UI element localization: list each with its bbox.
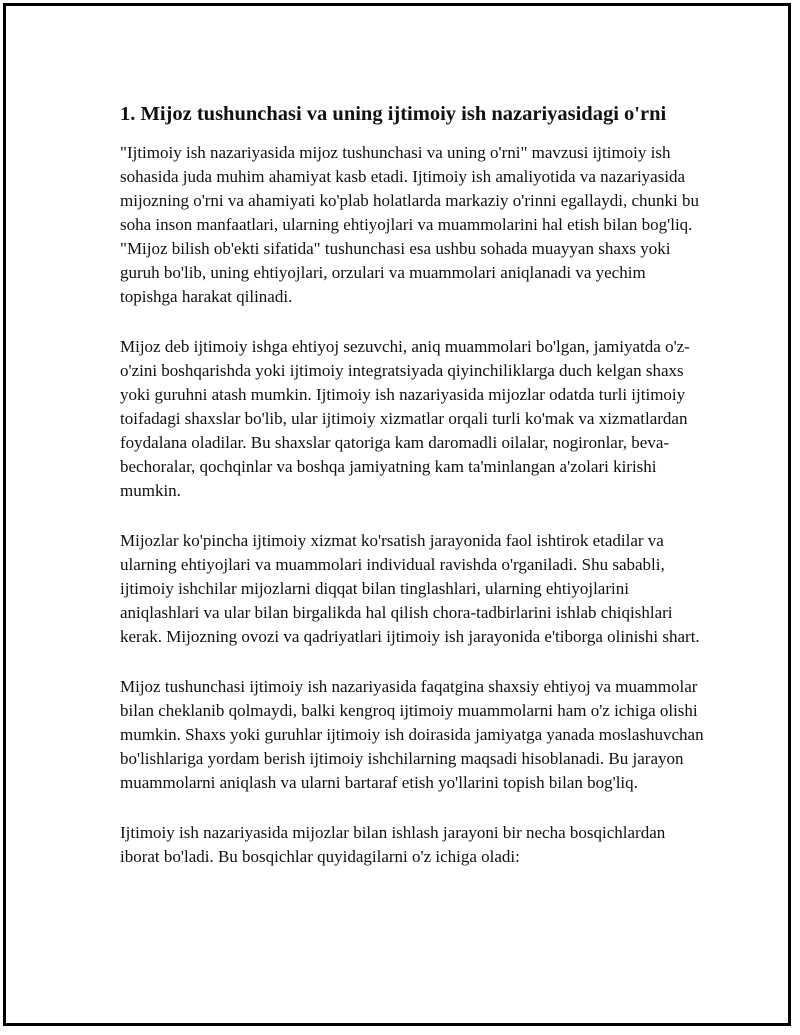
paragraph-5: Ijtimoiy ish nazariyasida mijozlar bilan ishlash jarayoni bir necha bosqichlardan iborat bo'ladi. Bu bosqichlar quyidagilarni o'z ichiga oladi:: [120, 823, 666, 866]
section-heading: 1. Mijoz tushunchasi va uning ijtimoiy ish nazariyasidagi o'rni: [120, 103, 667, 125]
paragraph-2: Mijoz deb ijtimoiy ishga ehtiyoj sezuvchi, aniq muammolari bo'lgan, jamiyatda o'z-o'zini boshqarishda yoki ijtimoiy integratsiyada qiyinchiliklarga duch kelgan shaxs yoki guruhni atash mumkin. Ijtimoiy ish nazariyasida mijozlar odatda turli ijtimoiy toifadagi shaxslar bo'lib, ular ijtimoiy xizmatlar orqali turli ko'mak va xizmatlardan foydalana oladilar. Bu shaxslar qatoriga kam daromadli oilalar, nogironlar, beva-bechoralar, qochqinlar va boshqa jamiyatning kam ta'minlangan a'zolari kirishi mumkin.: [120, 337, 690, 500]
document-page: [3, 3, 791, 1026]
paragraph-3: Mijozlar ko'pincha ijtimoiy xizmat ko'rsatish jarayonida faol ishtirok etadilar va ularning ehtiyojlari va muammolari individual ravishda o'rganiladi. Shu sababli, ijtimoiy ishchilar mijozlarni diqqat bilan tinglashlari, ularning ehtiyojlarini aniqlashlari va ular bilan birgalikda hal qilish chora-tadbirlarini ishlab chiqishlari kerak. Mijozning ovozi va qadriyatlari ijtimoiy ish jarayonida e'tiborga olinishi shart.: [120, 531, 700, 646]
document-content: [120, 101, 705, 895]
paragraph-4: Mijoz tushunchasi ijtimoiy ish nazariyasida faqatgina shaxsiy ehtiyoj va muammolar bilan cheklanib qolmaydi, balki kengroq ijtimoiy muammolarni ham o'z ichiga olishi mumkin. Shaxs yoki guruhlar ijtimoiy ish doirasida jamiyatga yanada moslashuvchan bo'lishlariga yordam berish ijtimoiy ishchilarning maqsadi hisoblanadi. Bu jarayon muammolarni aniqlash va ularni bartaraf etish yo'llarini topish bilan bog'liq.: [120, 677, 704, 792]
paragraph-1: "Ijtimoiy ish nazariyasida mijoz tushunchasi va uning o'rni" mavzusi ijtimoiy ish sohasida juda muhim ahamiyat kasb etadi. Ijtimoiy ish amaliyotida va nazariyasida mijozning o'rni va ahamiyati ko'plab holatlarda markaziy o'rinni egallaydi, chunki bu soha inson manfaatlari, ularning ehtiyojlari va muammolarini hal etish bilan bog'liq. "Mijoz bilish ob'ekti sifatida" tushunchasi esa ushbu sohada muayyan shaxs yoki guruh bo'lib, uning ehtiyojlari, orzulari va muammolari aniqlanadi va yechim topishga harakat qilinadi.: [120, 143, 699, 306]
